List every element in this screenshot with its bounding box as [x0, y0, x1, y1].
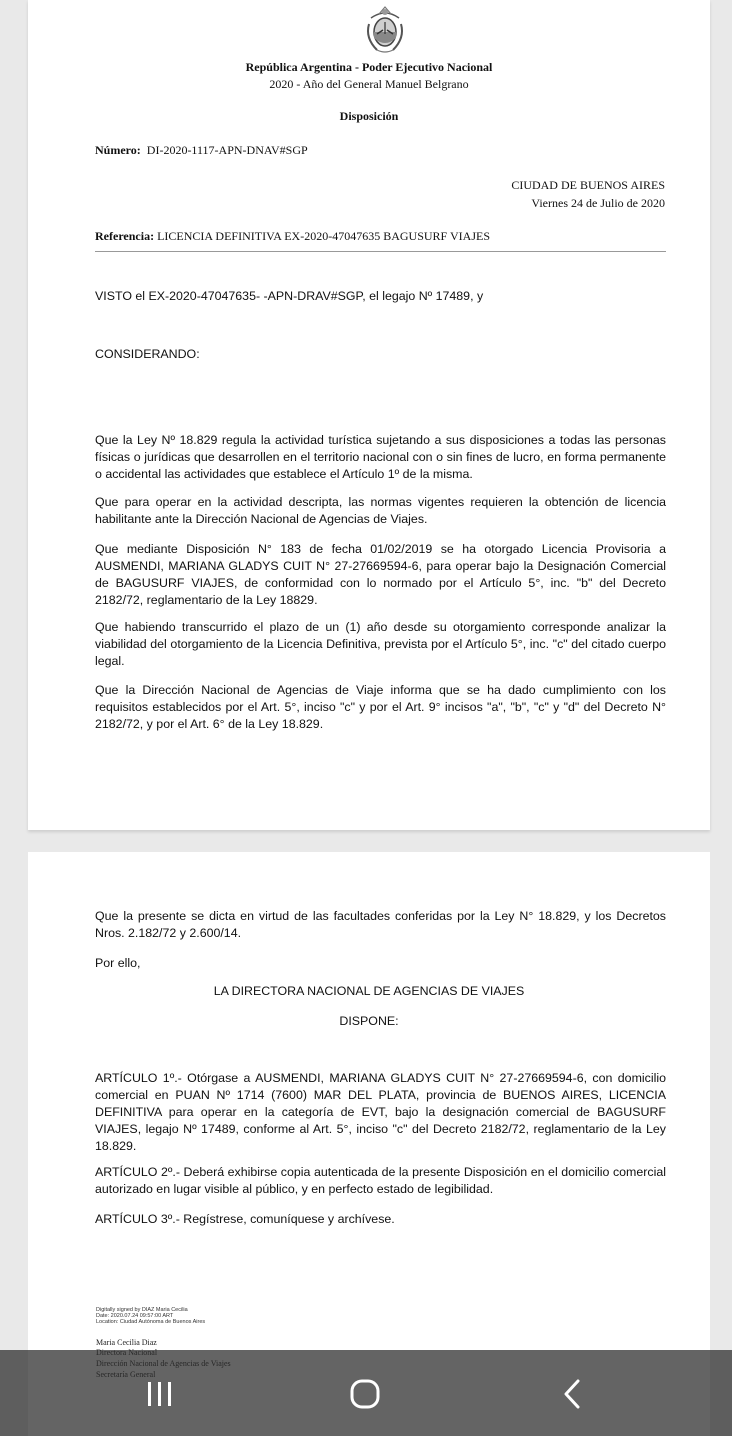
- reference-line: [95, 229, 490, 244]
- home-icon[interactable]: [349, 1378, 381, 1410]
- argentina-coat-of-arms-icon: [363, 4, 407, 56]
- considerando-paragraph: Que para operar en la actividad descripta, las normas vigentes requieren la obtención de licencia habilitante ante la Dirección Nacional de Agencias de Viajes.: [95, 495, 666, 526]
- facultades-paragraph: Que la presente se dicta en virtud de las facultades conferidas por la Ley N° 18.829, y los Decretos Nros. 2.182/72 y 2.600/14.: [95, 909, 666, 940]
- directora-heading: LA DIRECTORA NACIONAL DE AGENCIAS DE VIAJES: [213, 984, 525, 998]
- dispone-heading: DISPONE:: [339, 1014, 399, 1028]
- digital-signature-date: Date: 2020.07.24 09:57:00 ART: [96, 1313, 174, 1319]
- articulo-2: ARTÍCULO 2º.- Deberá exhibirse copia autenticada de la presente Disposición en el domicilio comercial autorizado en lugar visible al público, y en perfecto estado de legibilidad.: [95, 1165, 666, 1196]
- numero-label: Número:: [95, 143, 141, 157]
- referencia-label: Referencia:: [95, 229, 155, 243]
- articulo-3: ARTÍCULO 3º.- Regístrese, comuníquese y archívese.: [95, 1212, 395, 1226]
- considerando-paragraph: Que mediante Disposición N° 183 de fecha 01/02/2019 se ha otorgado Licencia Provisoria a AUSMENDI, MARIANA GLADYS CUIT N° 27-27669594-6, para operar bajo la Designación Comercial de BAGUSURF VIAJES, de conformidad con lo normado por el Artículo 5°, inc. "b" del Decreto 2182/72, reglamentario de la Ley 18829.: [95, 542, 666, 607]
- document-page-1: [28, 0, 710, 830]
- referencia-value: LICENCIA DEFINITIVA EX-2020-47047635 BAGUSURF VIAJES: [157, 229, 490, 243]
- considerando-paragraph: Que la Ley Nº 18.829 regula la actividad turística sujetando a sus disposiciones a todas las personas físicas o jurídicas que desarrollen en el territorio nacional con o sin fines de lucro, en forma permanente o accidental las actividades que establece el Artículo 1º de la misma.: [95, 433, 666, 481]
- digital-signature-line: Digitally signed by DIAZ Maria Cecilia: [96, 1307, 188, 1313]
- numero-value: DI-2020-1117-APN-DNAV#SGP: [146, 143, 308, 157]
- document-type-title: Disposición: [339, 109, 399, 123]
- date-line: Viernes 24 de Julio de 2020: [531, 196, 665, 210]
- back-icon[interactable]: [558, 1378, 588, 1410]
- header-divider: [95, 251, 666, 252]
- city-line: CIUDAD DE BUENOS AIRES: [511, 178, 665, 192]
- signer-name: Maria Cecilia Diaz: [96, 1338, 157, 1347]
- considerando-paragraph: Que la Dirección Nacional de Agencias de Viaje informa que se ha dado cumplimiento con los requisitos establecidos por el Art. 5°, inciso "c" y por el Art. 9° incisos "a", "b", "c" y "d" del Decreto N° 2182/72, y por el Art. 6° de la Ley 18.829.: [95, 683, 666, 731]
- header-year-motto: 2020 - Año del General Manuel Belgrano: [269, 77, 469, 91]
- por-ello-line: Por ello,: [95, 956, 141, 970]
- document-page-2: [28, 852, 710, 1436]
- header-government-line: República Argentina - Poder Ejecutivo Nacional: [245, 60, 493, 74]
- considerando-heading: CONSIDERANDO:: [95, 347, 200, 361]
- document-number: [95, 143, 308, 158]
- recents-icon[interactable]: [145, 1379, 175, 1409]
- articulo-1: ARTÍCULO 1º.- Otórgase a AUSMENDI, MARIANA GLADYS CUIT N° 27-27669594-6, con domicilio comercial en PUAN Nº 1714 (7600) MAR DEL PLATA, provincia de BUENOS AIRES, LICENCIA DEFINITIVA para operar en la categoría de EVT, bajo la designación comercial de BAGUSURF VIAJES, legajo Nº 17489, conforme al Art. 5°, inciso "c" del Decreto 2182/72, reglamentario de la Ley 18.829.: [95, 1071, 666, 1153]
- digital-signature-location: Location: Ciudad Autónoma de Buenos Aires: [96, 1319, 206, 1325]
- visto-paragraph: VISTO el EX-2020-47047635- -APN-DRAV#SGP, el legajo Nº 17489, y: [95, 289, 484, 303]
- considerando-paragraph: Que habiendo transcurrido el plazo de un (1) año desde su otorgamiento corresponde analizar la viabilidad del otorgamiento de la Licencia Definitiva, prevista por el Artículo 5°, inc. "c" del citado cuerpo legal.: [95, 620, 666, 668]
